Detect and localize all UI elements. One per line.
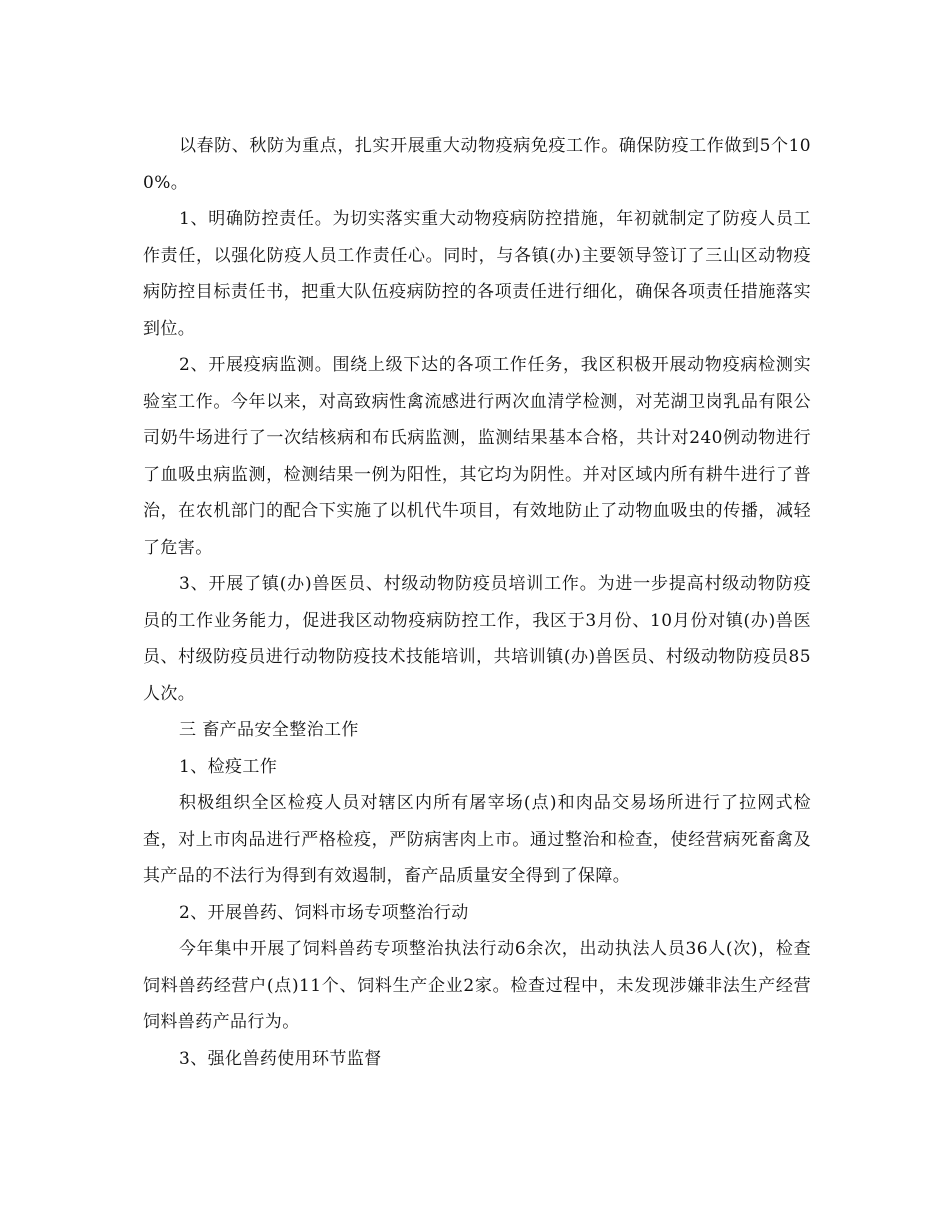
- paragraph-disease-monitoring: 2、开展疫病监测。围绕上级下达的各项工作任务，我区积极开展动物疫病检测实验室工作。今年以来，对高致病性禽流感进行两次血清学检测，对芜湖卫岗乳品有限公司奶牛场进行了一次结核病和布氏病监测，监测结果基本合格，共计对240例动物进行了血吸虫病监测，检测结果一例为阳性，其它均为阴性。并对区域内所有耕牛进行了普治，在农机部门的配合下实施了以机代牛项目，有效地防止了动物血吸虫的传播，减轻了危害。: [143, 355, 811, 558]
- paragraph-training: 3、开展了镇(办)兽医员、村级动物防疫员培训工作。为进一步提高村级动物防疫员的工作业务能力，促进我区动物疫病防控工作，我区于3月份、10月份对镇(办)兽医员、村级防疫员进行动物防疫技术技能培训，共培训镇(办)兽医员、村级动物防疫员85人次。: [143, 574, 811, 704]
- paragraph-immunization-intro: 以春防、秋防为重点，扎实开展重大动物疫病免疫工作。确保防疫工作做到5个100%。: [143, 136, 811, 193]
- subheading-quarantine: 1、检疫工作: [179, 756, 278, 777]
- section-heading-product-safety: 三 畜产品安全整治工作: [179, 720, 359, 740]
- paragraph-market-rectification: 今年集中开展了饲料兽药专项整治执法行动6余次，出动执法人员36人(次)，检查饲料兽药经营户(点)11个、饲料生产企业2家。检查过程中，未发现涉嫌非法生产经营饲料兽药产品行为。: [143, 939, 811, 1032]
- paragraph-responsibility: 1、明确防控责任。为切实落实重大动物疫病防控措施，年初就制定了防疫人员工作责任，以强化防疫人员工作责任心。同时，与各镇(办)主要领导签订了三山区动物疫病防控目标责任书，把重大队伍疫病防控的各项责任进行细化，确保各项责任措施落实到位。: [143, 209, 811, 339]
- document-body: [143, 128, 811, 1077]
- subheading-drug-supervision: 3、强化兽药使用环节监督: [179, 1048, 382, 1069]
- paragraph-quarantine: 积极组织全区检疫人员对辖区内所有屠宰场(点)和肉品交易场所进行了拉网式检查，对上市肉品进行严格检疫，严防病害肉上市。通过整治和检查，使经营病死畜禽及其产品的不法行为得到有效遏制，畜产品质量安全得到了保障。: [143, 793, 811, 886]
- subheading-market-rectification: 2、开展兽药、饲料市场专项整治行动: [179, 902, 469, 923]
